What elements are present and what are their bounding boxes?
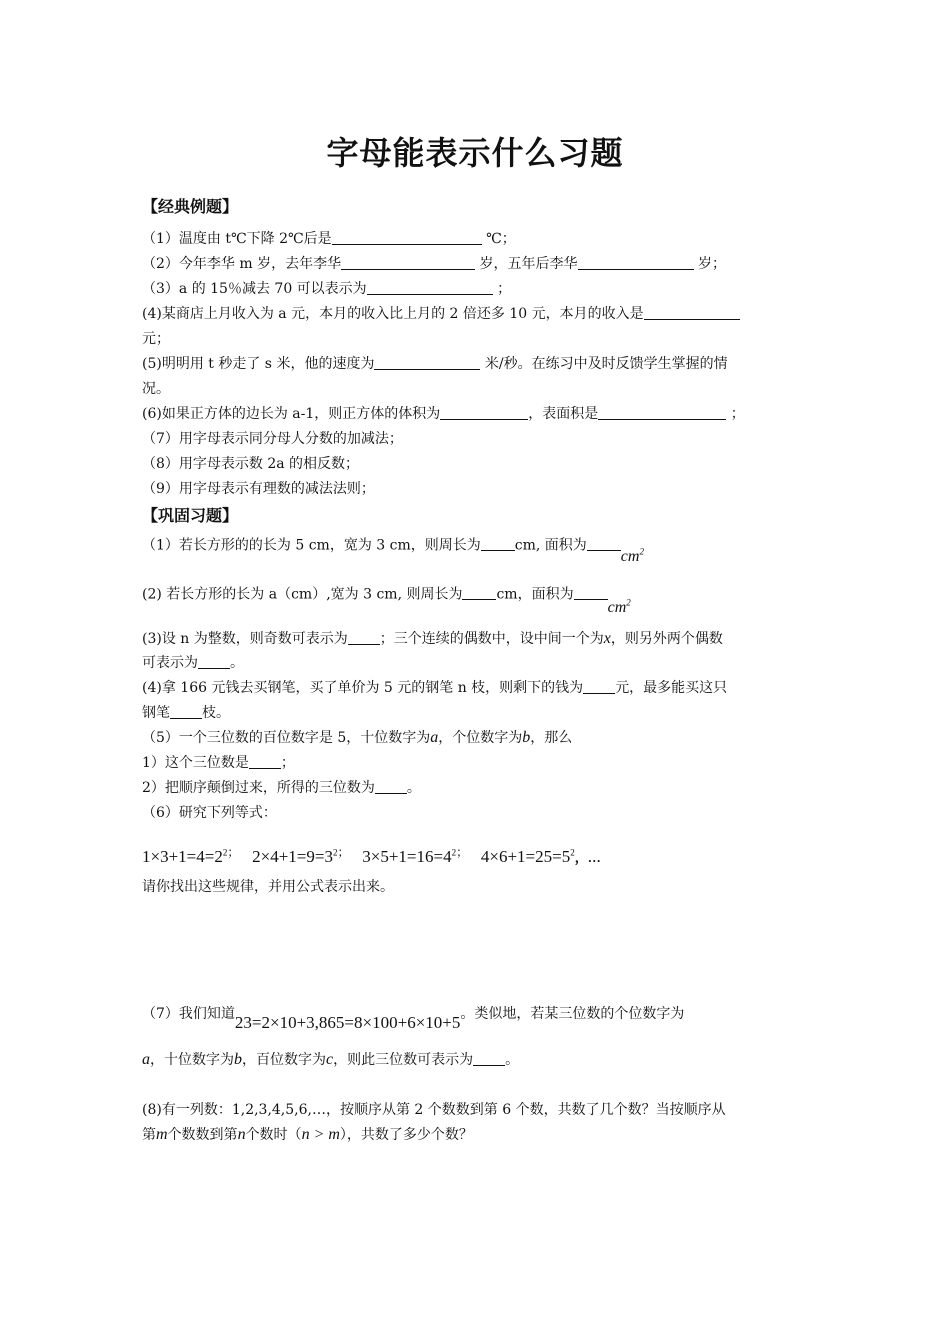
answer-blank [375, 777, 407, 794]
answer-blank [481, 534, 515, 551]
practice-5-text-b: ，个位数字为 [438, 730, 523, 746]
answer-blank [249, 752, 281, 769]
answer-blank [367, 278, 493, 295]
answer-blank [587, 534, 621, 551]
unit-cm-squared: $cm^2$ [607, 598, 631, 617]
practice-5-text-c: ，那么 [530, 730, 573, 746]
example-1-unit: ℃； [481, 231, 516, 247]
example-5 [142, 352, 812, 377]
equation-3: 3×5+1=16=4 [362, 847, 452, 866]
condition-n-greater-m: n > m [301, 1126, 340, 1143]
answer-blank [578, 253, 694, 270]
example-6-end: ； [726, 406, 745, 422]
separator: ； [456, 845, 469, 859]
variable-x: x [603, 630, 611, 647]
practice-7-text-c: ，十位数字为 [150, 1052, 234, 1068]
example-7: （7）用字母表示同分母人分数的加减法； [142, 431, 403, 447]
example-4-cont: 元； [142, 331, 170, 347]
practice-4-text: (4)拿 166 元钱去买钢笔，买了单价为 5 元的钢笔 n 枝，则剩下的钱为 [142, 680, 584, 696]
variable-m: m [156, 1126, 168, 1143]
practice-8-text-d: 个数时（ [245, 1127, 302, 1143]
example-2-text-c: 岁； [693, 256, 726, 272]
practice-4-cont [142, 701, 812, 726]
practice-6-equations [142, 840, 812, 870]
example-1 [142, 227, 812, 252]
example-2-text-b: 岁，五年后李华 [475, 256, 578, 272]
equation-2: 2×4+1=9=3 [252, 847, 333, 866]
example-2 [142, 252, 812, 277]
practice-7-text-e: ，则此三位数可表示为 [333, 1052, 474, 1068]
practice-8-text-c: 个数数到第 [167, 1127, 238, 1143]
variable-c: c [326, 1051, 334, 1068]
example-5-text-b: 米/秒。在练习中及时反馈学生掌握的情 [480, 356, 728, 372]
example-6 [142, 402, 812, 427]
practice-8-end: ），共数了多少个数？ [339, 1127, 473, 1143]
equation-1: 1×3+1=4=2 [142, 847, 223, 866]
practice-2-text: (2) 若长方形的长为 a（cm）,宽为 3 cm, 则周长为 [142, 586, 463, 603]
answer-blank [332, 228, 482, 245]
example-3 [142, 277, 812, 302]
separator: ； [227, 845, 240, 859]
practice-1-text-b: cm, 面积为 [514, 537, 587, 554]
variable-b: b [522, 729, 531, 746]
practice-7 [142, 1000, 812, 1032]
practice-5-2-end: 。 [406, 780, 421, 796]
answer-blank [341, 253, 475, 270]
variable-a: a [142, 1051, 150, 1068]
exponent: 2 [222, 847, 228, 858]
practice-5-1-end: ； [280, 755, 295, 771]
section-heading-practice: 【巩固习题】 [142, 506, 239, 525]
example-2-text: （2）今年李华 m 岁，去年李华 [142, 256, 342, 272]
practice-4-end: 枝。 [202, 705, 230, 721]
practice-4-text-c: 钢笔 [142, 705, 170, 721]
section-heading-examples: 【经典例题】 [142, 197, 239, 216]
practice-5 [142, 725, 812, 751]
answer-blank [440, 403, 528, 420]
example-4-text: (4)某商店上月收入为 a 元，本月的收入比上月的 2 倍还多 10 元，本月的收入是 [142, 306, 644, 322]
practice-8-text-b: 第 [142, 1127, 156, 1143]
variable-a: a [430, 729, 439, 746]
variable-b: b [234, 1051, 242, 1068]
answer-blank [462, 583, 496, 600]
practice-2 [142, 577, 812, 617]
page-title: 字母能表示什么习题 [326, 134, 624, 172]
example-6-text: (6)如果正方体的边长为 a-1，则正方体的体积为 [142, 406, 441, 422]
answer-blank [574, 583, 608, 600]
example-5-cont: 况。 [142, 381, 170, 397]
practice-2-text-b: cm，面积为 [496, 586, 574, 603]
answer-blank [473, 1049, 505, 1066]
practice-5-text: （5）一个三位数的百位数字是 5，十位数字为 [142, 730, 431, 746]
practice-7-text-d: ，百位数字为 [242, 1052, 326, 1068]
exponent: 2 [570, 847, 575, 858]
separator: ； [337, 845, 350, 859]
practice-5-part-1 [142, 751, 812, 776]
example-6-text-b: ，表面积是 [528, 406, 599, 422]
answer-blank [198, 652, 230, 669]
practice-5-part-2 [142, 776, 812, 801]
example-4 [142, 302, 812, 327]
practice-3-text: (3)设 n 为整数，则奇数可表示为 [142, 631, 348, 647]
answer-blank [598, 403, 726, 420]
ellipsis: ，… [574, 850, 601, 865]
practice-3-end: 。 [230, 655, 244, 671]
equation-4: 4×6+1=25=5 [480, 847, 571, 866]
variable-n: n [237, 1126, 246, 1143]
decomposition-equation: 23=2×10+3,865=8×100+6×10+5 [234, 1013, 461, 1032]
practice-8: (8)有一列数：1,2,3,4,5,6,…，按顺序从第 2 个数数到第 6 个数，共数了几个数？当按顺序从 [142, 1102, 726, 1118]
practice-3-text-d: 可表示为 [142, 655, 198, 671]
practice-5-2-text: 2）把顺序颠倒过来，所得的三位数为 [142, 780, 375, 796]
practice-6: （6）研究下列等式： [142, 805, 277, 821]
unit-cm-squared: $cm^2$ [620, 547, 644, 566]
practice-4 [142, 676, 812, 701]
practice-7-text-b: 。类似地，若某三位数的个位数字为 [460, 1006, 685, 1022]
answer-blank [170, 702, 202, 719]
answer-blank [348, 628, 380, 645]
practice-8-cont [142, 1122, 812, 1148]
answer-blank [644, 303, 740, 320]
exponent: 2 [451, 847, 457, 858]
practice-3-text-c: ，则另外两个偶数 [610, 631, 723, 647]
example-1-text: （1）温度由 t℃下降 2℃后是 [142, 231, 332, 247]
answer-blank [583, 677, 615, 694]
practice-1 [142, 528, 812, 566]
practice-5-1-text: 1）这个三位数是 [142, 755, 249, 771]
practice-3-cont [142, 651, 812, 676]
example-8: （8）用字母表示数 2a 的相反数； [142, 456, 360, 472]
practice-1-text: （1）若长方形的的长为 5 cm，宽为 3 cm，则周长为 [142, 537, 481, 554]
practice-3 [142, 626, 812, 652]
practice-7-text: （7）我们知道 [142, 1006, 235, 1022]
example-3-end: ； [492, 281, 512, 297]
example-3-text: （3）a 的 15％减去 70 可以表示为 [142, 281, 367, 297]
example-9: （9）用字母表示有理数的减法法则； [142, 481, 375, 497]
answer-blank [374, 353, 480, 370]
practice-4-text-b: 元，最多能买这只 [615, 680, 728, 696]
practice-6-question: 请你找出这些规律，并用公式表示出来。 [142, 879, 394, 895]
exponent: 2 [332, 847, 338, 858]
practice-7-end: 。 [505, 1052, 520, 1068]
practice-7-cont [142, 1047, 812, 1073]
practice-3-text-b: ；三个连续的偶数中，设中间一个为 [379, 631, 604, 647]
example-5-text: (5)明明用 t 秒走了 s 米，他的速度为 [142, 356, 375, 372]
